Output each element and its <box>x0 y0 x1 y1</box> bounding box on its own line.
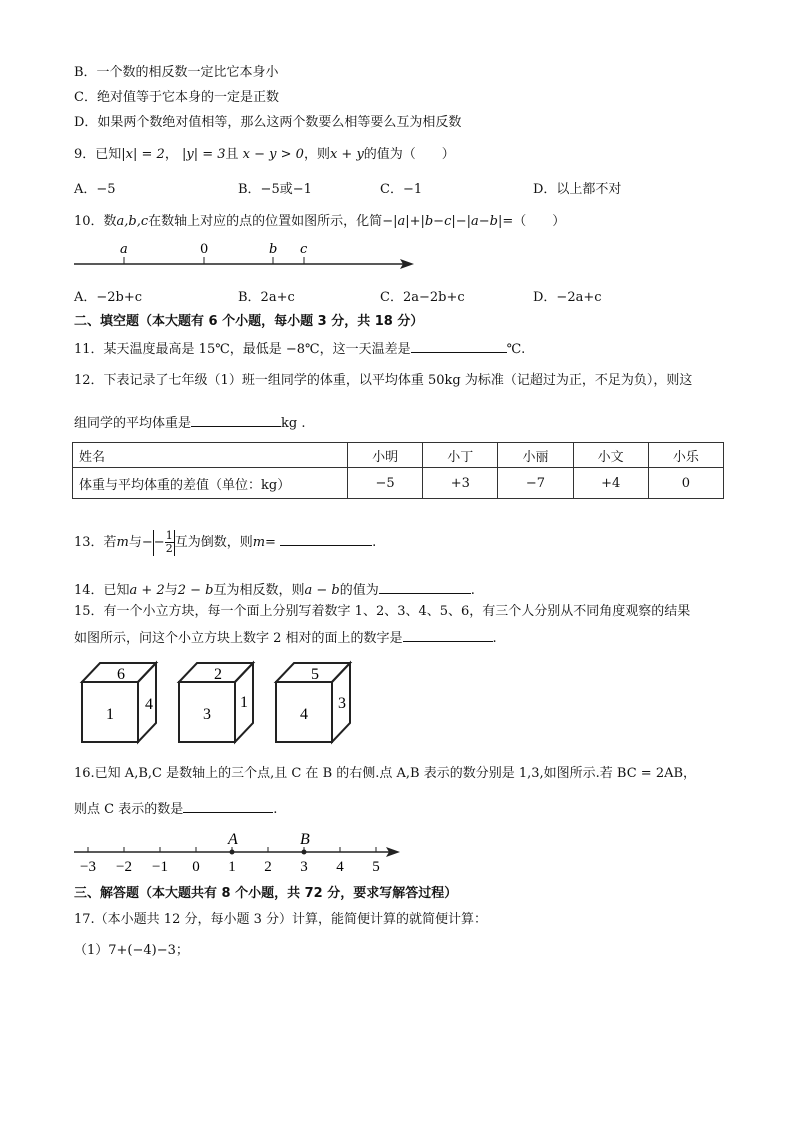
cube-1 <box>82 663 156 742</box>
q9-option-b: B．−5或−1 <box>238 182 312 197</box>
table-header-cell: 小乐 <box>648 443 723 468</box>
q16-label-a: A <box>228 831 238 848</box>
q10-label-b: b <box>269 242 278 257</box>
q17-part1: （1）7+(−4)−3； <box>74 943 189 958</box>
cube-1-side: 4 <box>145 696 153 713</box>
cube-2 <box>179 663 253 742</box>
q16-tick-label: −1 <box>152 859 168 875</box>
q10-option-d: D．−2a+c <box>533 290 602 305</box>
weight-table <box>72 442 724 499</box>
cube-3 <box>276 663 350 742</box>
cube-2-front: 3 <box>203 706 211 723</box>
cube-3-front: 4 <box>300 706 308 723</box>
q16-tick-label: −3 <box>80 859 96 875</box>
q16-line2: 则点 C 表示的数是 . <box>74 799 277 819</box>
q16-tick-label: 1 <box>228 859 236 875</box>
table-header-row <box>73 443 724 468</box>
table-header-cell: 小丁 <box>423 443 498 468</box>
cube-2-top: 2 <box>214 666 222 683</box>
table-header-cell: 小文 <box>573 443 648 468</box>
table-cell: 0 <box>648 468 723 499</box>
q15-cubes-figure <box>76 660 376 746</box>
q12-line1: 12．下表记录了七年级（1）班一组同学的体重，以平均体重 50kg 为标准（记超过为正，不足为负），则这 <box>74 373 693 388</box>
q16-answer-blank[interactable] <box>183 799 273 813</box>
q8-option-b: B．一个数的相反数一定比它本身小 <box>74 65 279 80</box>
q16-tick-label: 4 <box>336 859 344 875</box>
q9-cond-y: |y| = 3 <box>181 147 226 162</box>
section3-heading: 三、解答题（本大题共有 8 个小题，共 72 分，要求写解答过程） <box>74 886 458 901</box>
q9-cond-x: |x| = 2 <box>121 147 165 162</box>
q8-option-d: D．如果两个数绝对值相等，那么这两个数要么相等要么互为相反数 <box>74 115 462 130</box>
table-row <box>73 468 724 499</box>
table-header-cell: 小丽 <box>498 443 573 468</box>
q10-option-c: C．2a−2b+c <box>380 290 465 305</box>
q15-line2: 如图所示，问这个小立方块上数字 2 相对的面上的数字是 . <box>74 628 497 648</box>
table-cell: −5 <box>348 468 423 499</box>
q9-option-a: A．−5 <box>74 182 116 197</box>
cube-1-front: 1 <box>106 706 114 723</box>
q9-expr: x + y <box>329 147 364 162</box>
q9-cond-diff: x − y > 0 <box>242 147 304 162</box>
q16-point-b <box>302 850 307 855</box>
q10-expr: −|a|+|b−c|−|a−b|= <box>382 214 514 229</box>
q16-tick-label: 2 <box>264 859 272 875</box>
q16-tick-label: 3 <box>300 859 308 875</box>
q13-stem: 13．若m与−− $\frac{1}{2}$ 互为倒数，则m= . <box>74 529 377 555</box>
q12-line2: 组同学的平均体重是 kg . <box>74 413 305 433</box>
q10-option-b: B．2a+c <box>238 290 295 305</box>
table-cell: +3 <box>423 468 498 499</box>
q16-line1: 16.已知 A,B,C 是数轴上的三个点,且 C 在 B 的右侧.点 A,B 表示的数分别是 1,3,如图所示.若 BC = 2AB， <box>74 766 697 781</box>
q13-answer-blank[interactable] <box>280 532 372 546</box>
section2-heading: 二、填空题（本大题有 6 个小题，每小题 3 分，共 18 分） <box>74 314 424 329</box>
q17-intro: 17.（本小题共 12 分，每小题 3 分）计算，能简便计算的就简便计算： <box>74 912 488 927</box>
table-header-cell: 小明 <box>348 443 423 468</box>
cube-3-top: 5 <box>311 666 319 683</box>
q16-tick-label: 5 <box>372 859 380 875</box>
cube-1-top: 6 <box>117 666 125 683</box>
q9-stem: 9．已知|x| = 2， |y| = 3且 x − y > 0，则x + y的值为（ ） <box>74 147 455 162</box>
q16-number-line <box>70 826 410 876</box>
q13-fraction: $\frac{1}{2}$ <box>165 529 173 555</box>
q9-option-c: C．−1 <box>380 182 423 197</box>
q10-number-line <box>70 240 420 276</box>
q11-stem: 11．某天温度最高是 15℃，最低是 −8℃，这一天温差是 ℃. <box>74 339 525 359</box>
cube-2-side: 1 <box>240 694 248 711</box>
q16-tick-label: 0 <box>192 859 200 875</box>
table-cell: +4 <box>573 468 648 499</box>
table-cell: −7 <box>498 468 573 499</box>
q16-tick-label: −2 <box>116 859 132 875</box>
q10-label-0: 0 <box>200 242 209 257</box>
q12-answer-blank[interactable] <box>191 413 281 427</box>
table-row-label: 体重与平均体重的差值（单位：kg） <box>73 468 348 499</box>
q14-stem: 14．已知a + 2与2 − b互为相反数，则a − b的值为 . <box>74 580 475 600</box>
q10-label-c: c <box>300 242 308 257</box>
q15-answer-blank[interactable] <box>403 628 493 642</box>
q16-point-a <box>230 850 235 855</box>
q11-answer-blank[interactable] <box>411 339 507 353</box>
table-header-name: 姓名 <box>73 443 348 468</box>
q15-line1: 15．有一个小立方块，每一个面上分别写着数字 1、2、3、4、5、6，有三个人分别从不同角度观察的结果 <box>74 604 691 619</box>
q8-option-c: C．绝对值等于它本身的一定是正数 <box>74 90 279 105</box>
q9-option-d: D．以上都不对 <box>533 182 622 197</box>
q10-label-a: a <box>120 242 128 257</box>
q10-stem: 10．数a,b,c在数轴上对应的点的位置如图所示，化简−|a|+|b−c|−|a−b|=（ ） <box>74 214 566 229</box>
q10-option-a: A．−2b+c <box>74 290 143 305</box>
cube-3-side: 3 <box>338 695 346 712</box>
q14-answer-blank[interactable] <box>379 580 471 594</box>
q16-label-b: B <box>300 831 310 848</box>
